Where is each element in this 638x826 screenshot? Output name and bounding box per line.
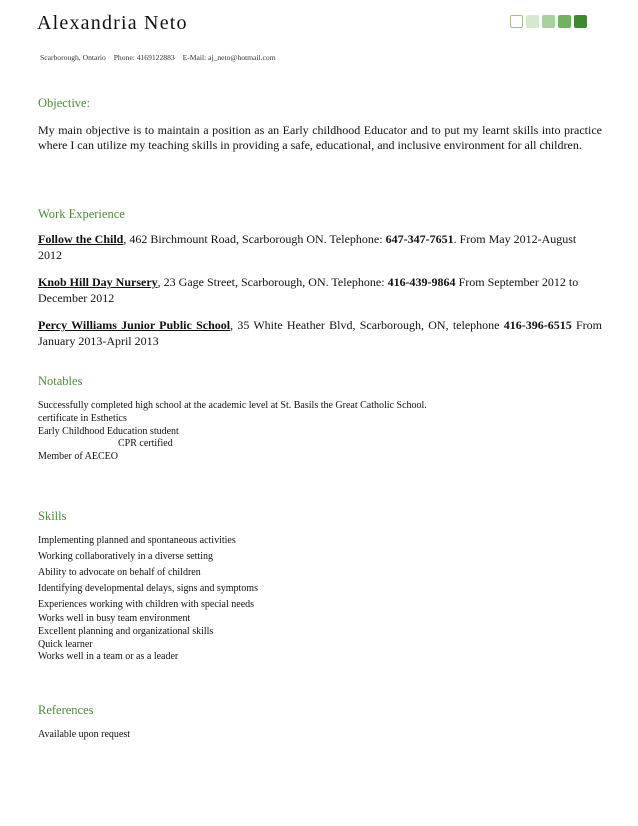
objective-heading: Objective:	[38, 96, 91, 110]
list-item: Works well in busy team environment	[38, 613, 191, 624]
job-dates: From January 2013-April 2013	[38, 318, 602, 348]
location-text: Scarborough, Ontario	[40, 53, 106, 62]
list-item: Excellent planning and organizational skills	[38, 625, 214, 637]
list-item: certificate in Esthetics	[38, 412, 127, 424]
phone-text: Phone: 4169122883	[113, 53, 175, 62]
job-dates: From September 2012 to December 2012	[38, 275, 579, 305]
decor-square-5	[574, 15, 587, 28]
job-entry	[38, 275, 594, 306]
skills-list	[38, 533, 598, 664]
references-text: Available upon request	[38, 729, 131, 740]
decor-square-2	[526, 15, 539, 28]
objective-text: My main objective is to maintain a position as an Early childhood Educator and to put my learnt skills into practice where I can utilize my teaching skills in providing a safe, educational, and inclusive environment for all children.	[38, 123, 602, 152]
contact-line	[40, 53, 282, 62]
list-item: Implementing planned and spontaneous activities	[38, 535, 236, 546]
list-item: Working collaboratively in a diverse setting	[38, 551, 213, 562]
list-item: Quick learner	[38, 638, 93, 650]
decor-square-3	[542, 15, 555, 28]
list-item: Works well in a team or as a leader	[38, 651, 179, 663]
decor-square-1	[510, 15, 523, 28]
job-dates: . From May 2012-August 2012	[38, 232, 577, 262]
job-address: , 462 Birchmount Road, Scarborough ON. Telephone:	[123, 232, 386, 246]
notables-heading: Notables	[38, 374, 83, 388]
list-item: CPR certified	[118, 438, 173, 450]
skills-heading: Skills	[38, 509, 67, 523]
decor-square-4	[558, 15, 571, 28]
candidate-name: Alexandria Neto	[37, 12, 188, 34]
job-phone: 416-439-9864	[387, 275, 456, 289]
job-employer: Follow the Child	[38, 232, 124, 246]
references-heading: References	[38, 703, 94, 717]
list-item: Member of AECEO	[38, 451, 118, 463]
job-entry	[38, 318, 602, 349]
job-address: , 35 White Heather Blvd, Scarborough, ON, telephone	[230, 318, 504, 332]
job-phone: 416-396-6515	[503, 318, 572, 332]
email-text: E-Mail: aj_neto@hotmail.com	[182, 53, 276, 62]
job-employer: Knob Hill Day Nursery	[38, 275, 158, 289]
job-employer: Percy Williams Junior Public School	[38, 318, 231, 332]
list-item: Early Childhood Education student	[38, 425, 179, 437]
job-entry	[38, 232, 602, 263]
notables-list	[38, 400, 598, 464]
list-item: Experiences working with children with special needs	[38, 599, 255, 610]
list-item: Identifying developmental delays, signs and symptoms	[38, 583, 258, 594]
work-experience-heading: Work Experience	[38, 207, 125, 221]
job-address: , 23 Gage Street, Scarborough, ON. Telephone:	[157, 275, 388, 289]
list-item: Successfully completed high school at the academic level at St. Basils the Great Catholic School.	[38, 400, 427, 411]
list-item: Ability to advocate on behalf of children	[38, 567, 201, 578]
job-phone: 647-347-7651	[385, 232, 454, 246]
